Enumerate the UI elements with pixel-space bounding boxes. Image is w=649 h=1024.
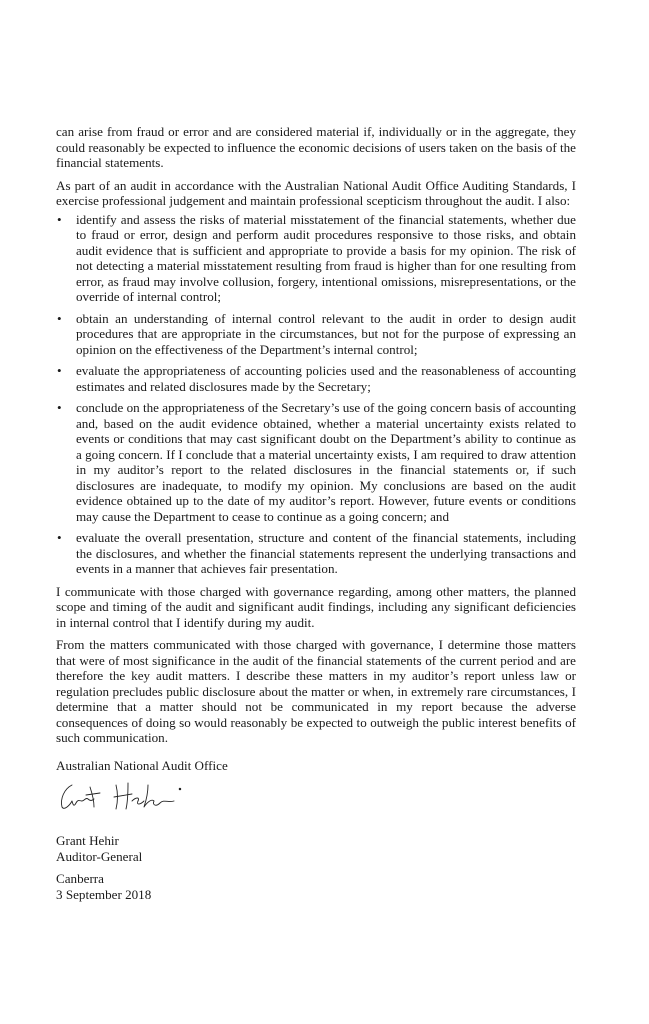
paragraph-key-audit-matters: From the matters communicated with those charged with governance, I determine those matters that were of most significance in the audit of the financial statements of the current period and are therefore the key audit matters. I describe these matters in my auditor’s report unless law or regulation precludes public disclosure about the matter or when, in extremely rare circumstances, I determine that a matter should not be communicated in my report because the adverse consequences of doing so would reasonably be expected to outweigh the public interest benefits of such communication. bbox=[56, 637, 576, 745]
list-item bbox=[56, 311, 576, 358]
bullet-icon: • bbox=[57, 310, 62, 326]
list-item bbox=[56, 363, 576, 394]
list-item bbox=[56, 400, 576, 524]
organisation-name: Australian National Audit Office bbox=[56, 757, 228, 773]
paragraph-governance: I communicate with those charged with governance regarding, among other matters, the planned scope and timing of the audit and significant audit findings, including any significant deficiencies in internal control that I identify during my audit. bbox=[56, 583, 576, 630]
list-item-text: obtain an understanding of internal control relevant to the audit in order to design audit procedures that are appropriate in the circumstances, but not for the purpose of expressing an opinion on the effectiveness of the Department’s internal control; bbox=[76, 310, 576, 357]
paragraph-materiality: can arise from fraud or error and are considered material if, individually or in the aggregate, they could reasonably be expected to influence the economic decisions of users taken on the basis of the financial statements. bbox=[56, 124, 576, 170]
audit-procedures-list bbox=[56, 212, 576, 577]
bullet-icon: • bbox=[57, 211, 62, 227]
bullet-icon: • bbox=[57, 400, 62, 415]
signatory-name: Grant Hehir bbox=[56, 833, 119, 848]
list-item-text: identify and assess the risks of material misstatement of the financial statements, whether due to fraud or error, design and perform audit procedures responsive to those risks, and obtain audit evidence that is sufficient and appropriate to provide a basis for my opinion. The risk of not detecting a material misstatement resulting from fraud is higher than for one resulting from error, as fraud may involve collusion, forgery, intentional omissions, misrepresentations, or the override of internal control; bbox=[76, 211, 576, 304]
document-page bbox=[56, 124, 576, 902]
list-item-text: evaluate the appropriateness of accounting policies used and the reasonableness of accounting estimates and related disclosures made by the Secretary; bbox=[76, 363, 576, 394]
signing-place: Canberra bbox=[56, 871, 104, 886]
list-item bbox=[56, 530, 576, 577]
signature-icon bbox=[56, 779, 196, 815]
list-item-text: evaluate the overall presentation, structure and content of the financial statements, including the disclosures, and whether the financial statements represent the underlying transactions and events in a manner that achieves fair presentation. bbox=[76, 530, 576, 576]
signing-date: 3 September 2018 bbox=[56, 886, 152, 902]
list-item bbox=[56, 212, 576, 305]
paragraph-audit-standards: As part of an audit in accordance with the Australian National Audit Office Auditing Standards, I exercise professional judgement and maintain professional scepticism throughout the audit. I also: bbox=[56, 177, 576, 208]
signature-block bbox=[56, 758, 576, 903]
bullet-icon: • bbox=[57, 530, 62, 545]
list-item-text: conclude on the appropriateness of the Secretary’s use of the going concern basis of accounting and, based on the audit evidence obtained, whether a material uncertainty exists related to events or conditions that may cast significant doubt on the Department’s ability to continue as a going concern. If I conclude that a material uncertainty exists, I am required to draw attention in my auditor’s report to the related disclosures in the financial statements or, if such disclosures are inadequate, to modify my opinion. My conclusions are based on the audit evidence obtained up to the date of my auditor’s report. However, future events or conditions may cause the Department to cease to continue as a going concern; and bbox=[76, 400, 576, 524]
bullet-icon: • bbox=[57, 363, 62, 378]
signatory-title: Auditor-General bbox=[56, 848, 143, 864]
